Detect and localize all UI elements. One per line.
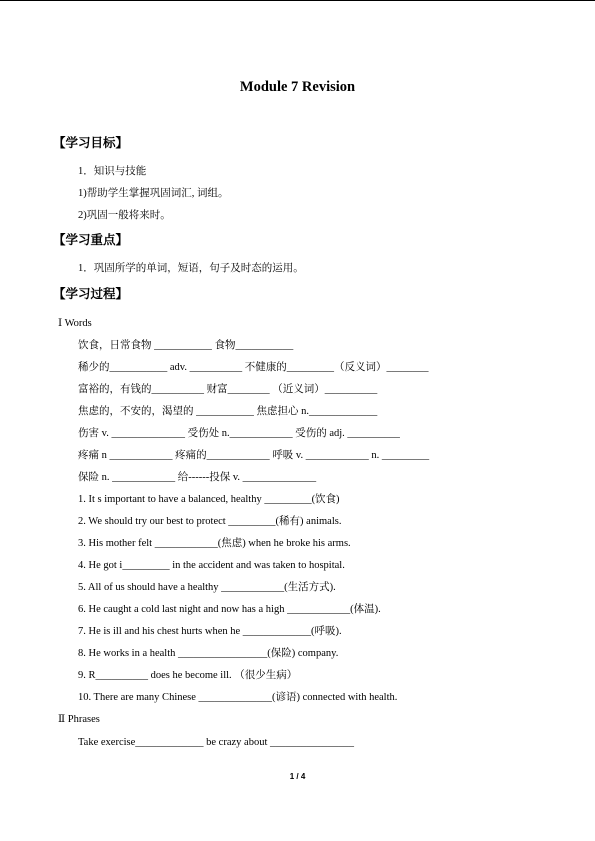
process-heading: 【学习过程】 [53, 286, 129, 301]
exercise-sentence: 7. He is ill and his chest hurts when he _____________(呼吸). [78, 626, 342, 637]
page-number: 1 / 4 [289, 772, 306, 781]
section-label-phrases: Ⅱ Phrases [58, 714, 100, 725]
key-points-heading: 【学习重点】 [53, 232, 129, 247]
exercise-sentence: 9. R__________ does he become ill. （很少生病） [78, 670, 298, 681]
exercise-sentence: 8. He works in a health _________________(保险) company. [78, 648, 339, 659]
header-rule [0, 0, 595, 1]
section-label-words: Ⅰ Words [58, 318, 92, 329]
page-title: Module 7 Revision [239, 79, 356, 95]
goals-line: 2)巩固一般将来时。 [78, 210, 171, 221]
exercise-sentence: 1. It s important to have a balanced, healthy _________(饮食) [78, 494, 340, 505]
phrase-row: Take exercise_____________ be crazy about ________________ [78, 737, 354, 748]
vocab-row: 伤害 v. ______________ 受伤处 n.____________ 受伤的 adj. __________ [78, 428, 400, 439]
vocab-row: 焦虑的，不安的，渴望的 ___________ 焦虑担心 n._____________ [78, 406, 378, 417]
exercise-sentence: 6. He caught a cold last night and now has a high ____________(体温). [78, 604, 381, 615]
goals-line: 1．知识与技能 [78, 166, 147, 177]
exercise-sentence: 3. His mother felt ____________(焦虑) when he broke his arms. [78, 538, 351, 549]
vocab-row: 保险 n. ____________ 给------投保 v. ______________ [78, 472, 317, 483]
vocab-row: 稀少的___________ adv. __________ 不健康的_________（反义词）________ [78, 362, 429, 373]
exercise-sentence: 10. There are many Chinese ______________(谚语) connected with health. [78, 692, 398, 703]
goals-heading: 【学习目标】 [53, 135, 129, 150]
exercise-sentence: 2. We should try our best to protect _________(稀有) animals. [78, 516, 342, 527]
vocab-row: 饮食，日常食物 ___________ 食物___________ [78, 340, 294, 351]
exercise-sentence: 5. All of us should have a healthy ____________(生活方式). [78, 582, 336, 593]
key-points-line: 1．巩固所学的单词，短语，句子及时态的运用。 [78, 263, 304, 274]
exercise-sentence: 4. He got i_________ in the accident and was taken to hospital. [78, 560, 345, 571]
vocab-row: 疼痛 n ____________ 疼痛的____________ 呼吸 v. ____________ n. _________ [78, 450, 430, 461]
goals-line: 1)帮助学生掌握巩固词汇, 词组。 [78, 188, 229, 199]
vocab-row: 富裕的，有钱的__________ 财富________ （近义词）__________ [78, 384, 378, 395]
